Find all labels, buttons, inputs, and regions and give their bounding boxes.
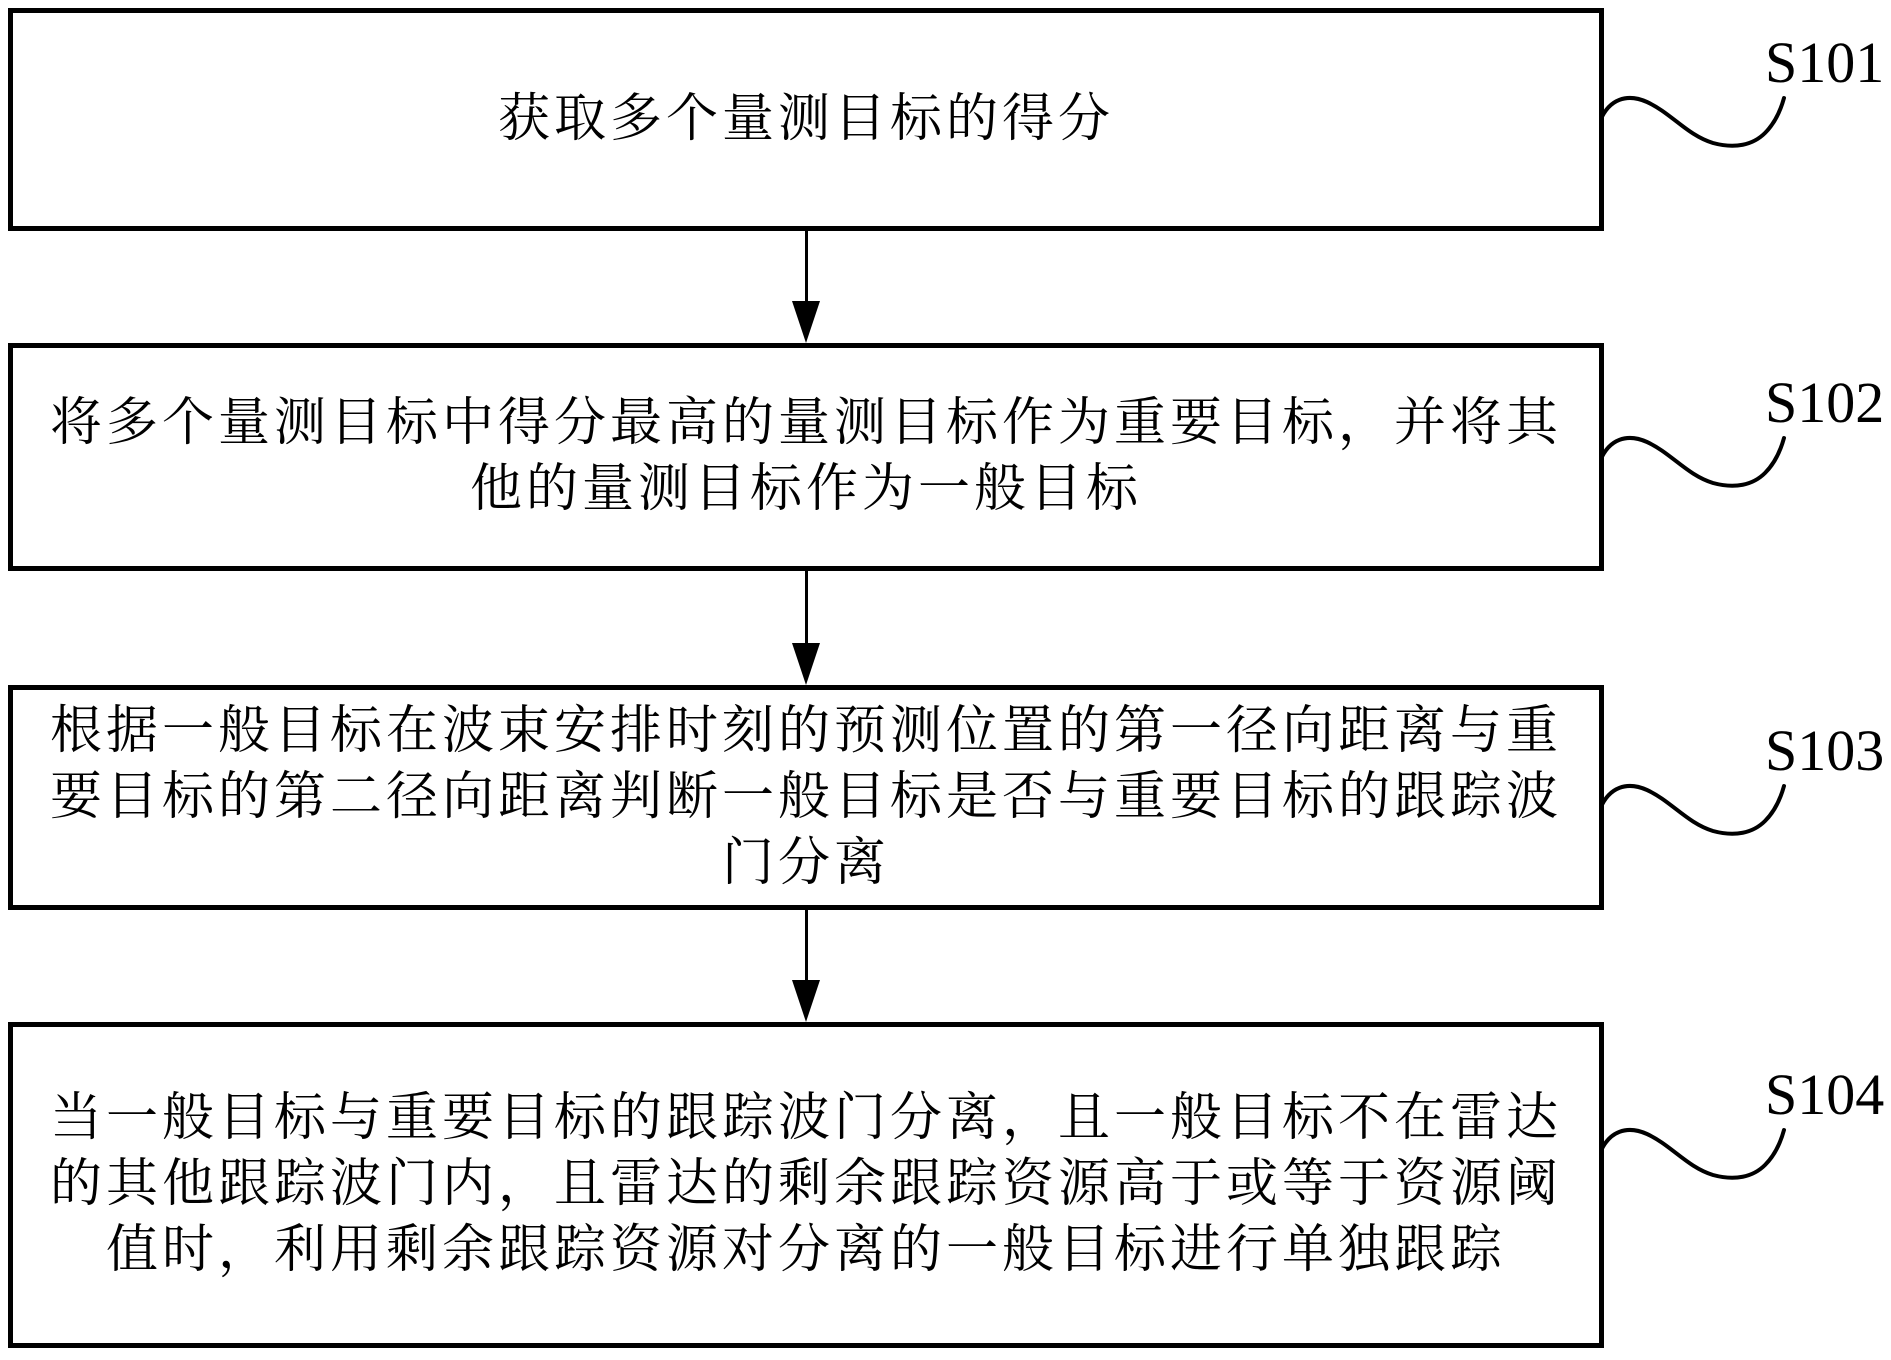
box-text-line: 门分离 [721, 834, 890, 892]
arrow-shaft [805, 571, 808, 647]
squiggle-connector-s101 [1599, 91, 1794, 149]
arrow-head [792, 980, 820, 1022]
flow-box-s101 [8, 8, 1604, 231]
flow-box-s102 [8, 343, 1604, 571]
squiggle-connector-s104 [1599, 1123, 1794, 1181]
box-text-line: 根据一般目标在波束安排时刻的预测位置的第一径向距离与重 [49, 702, 1562, 760]
flow-box-s104 [8, 1022, 1604, 1348]
box-text-line: 当一般目标与重要目标的跟踪波门分离，且一般目标不在雷达 [49, 1090, 1562, 1147]
flow-box-s103 [8, 685, 1604, 910]
step-label-s102: S102 [1765, 370, 1885, 435]
arrow-head [792, 643, 820, 685]
step-label-s104: S104 [1765, 1062, 1885, 1127]
step-label-s101: S101 [1765, 30, 1885, 95]
step-label-s103: S103 [1765, 718, 1885, 783]
box-text-line: 他的量测目标作为一般目标 [469, 461, 1142, 518]
arrow-shaft [805, 231, 808, 305]
flow-arrow-down [790, 571, 822, 685]
squiggle-connector-s103 [1599, 779, 1794, 837]
flow-arrow-down [790, 910, 822, 1022]
box-text-line: 将多个量测目标中得分最高的量测目标作为重要目标，并将其 [49, 395, 1562, 452]
box-text-line: 值时，利用剩余跟踪资源对分离的一般目标进行单独跟踪 [105, 1222, 1506, 1279]
box-text-line: 的其他跟踪波门内，且雷达的剩余跟踪资源高于或等于资源阈 [49, 1156, 1562, 1213]
box-text-line: 要目标的第二径向距离判断一般目标是否与重要目标的跟踪波 [49, 768, 1562, 826]
arrow-head [792, 301, 820, 343]
flow-arrow-down [790, 231, 822, 343]
arrow-shaft [805, 910, 808, 984]
squiggle-connector-s102 [1599, 431, 1794, 489]
box-text-line: 获取多个量测目标的得分 [497, 90, 1114, 148]
